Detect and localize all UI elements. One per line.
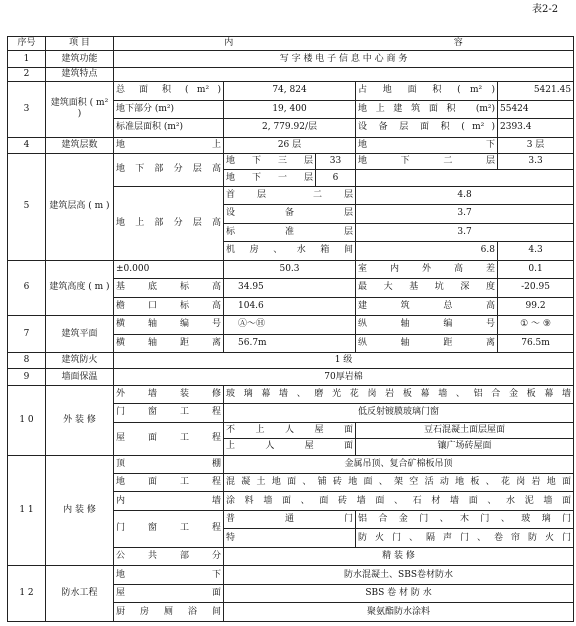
cell-label: 纵 轴 编 号 — [356, 316, 498, 334]
cell-label: 门 窗 工 程 — [114, 404, 224, 422]
row-item: 建筑功能 — [46, 51, 114, 67]
row-item: 防水工程 — [46, 566, 114, 622]
cell-value: 2, 779.92/层 — [224, 119, 356, 137]
cell-value: 2393.4 — [498, 119, 574, 137]
building-info-table — [7, 36, 574, 622]
cell-value: 0.1 — [498, 260, 574, 278]
cell-value: 3.7 — [356, 205, 574, 223]
cell-label: 内 墙 — [114, 492, 224, 510]
cell-label: ±0.000 — [114, 260, 224, 278]
header-item: 项 目 — [46, 37, 114, 51]
row-no: 5 — [8, 153, 46, 260]
cell-label: 占 地 面 积 ( m² ) — [356, 82, 498, 100]
cell-label: 上 人 屋 面 — [224, 439, 356, 455]
row-item: 内 装 修 — [46, 455, 114, 566]
cell-value: 6.8 — [356, 242, 498, 260]
cell-value: 26 层 — [224, 137, 356, 153]
cell-value: 金属吊顶、复合矿棉板吊顶 — [224, 455, 574, 473]
row-item: 建筑层高 ( m ) — [46, 153, 114, 260]
cell-value: 玻璃幕墙、磨光花岗岩板幕墙、铝合金板幕墙 — [224, 385, 574, 403]
cell-value: -20.95 — [498, 279, 574, 297]
cell-value: 76.5m — [498, 334, 574, 352]
cell-group-label: 门 窗 工 程 — [114, 510, 224, 547]
row-no: 2 — [8, 67, 46, 81]
cell-value: 4.8 — [356, 186, 574, 204]
cell-label: 地 面 工 程 — [114, 474, 224, 492]
cell-value: 33 — [316, 153, 356, 169]
cell-value: 镶广场砖屋面 — [356, 439, 574, 455]
row-no: 9 — [8, 369, 46, 385]
row-item: 建筑特点 — [46, 67, 114, 81]
cell-value: 55424 — [498, 100, 574, 118]
table-caption: 表2-2 — [532, 4, 559, 15]
cell-value: 50.3 — [224, 260, 356, 278]
row-item: 建筑平面 — [46, 316, 114, 353]
header-no: 序号 — [8, 37, 46, 51]
row-content: 70厚岩棉 — [114, 369, 574, 385]
cell-label: 地 上 — [114, 137, 224, 153]
row-item: 建筑层数 — [46, 137, 114, 153]
cell-label: 不 上 人 屋 面 — [224, 422, 356, 438]
cell-label: 总 面 积 ( m² ) — [114, 82, 224, 100]
cell-label: 特 — [224, 529, 356, 547]
cell-value: 6 — [316, 170, 356, 186]
cell-label: 纵 轴 距 离 — [356, 334, 498, 352]
row-item: 建筑防火 — [46, 352, 114, 368]
cell-label: 横 轴 编 号 — [114, 316, 224, 334]
cell-value: 铝合金门、木门、玻璃门 — [356, 510, 574, 528]
cell-value: 3 层 — [498, 137, 574, 153]
cell-value: Ⓐ～Ⓗ — [224, 316, 356, 334]
row-no: 1 — [8, 51, 46, 67]
cell-label: 设 备 层 面 积 ( m² ) — [356, 119, 498, 137]
row-item: 建筑高度 ( m ) — [46, 260, 114, 315]
cell-label: 屋 面 — [114, 584, 224, 602]
cell-label: 地 下 二 层 — [356, 153, 498, 169]
row-no: 1 2 — [8, 566, 46, 622]
cell-value: 99.2 — [498, 297, 574, 315]
row-no: 1 0 — [8, 385, 46, 455]
cell-group-label: 地下部分层高 — [114, 153, 224, 186]
cell-value: 4.3 — [498, 242, 574, 260]
cell-label: 设 备 层 — [224, 205, 356, 223]
cell-value: 56.7m — [224, 334, 356, 352]
cell-label: 地上建筑面积 (m²) — [356, 100, 498, 118]
cell-value: 19, 400 — [224, 100, 356, 118]
cell-value: 聚氨酯防水涂料 — [224, 603, 574, 622]
cell-label: 横 轴 距 离 — [114, 334, 224, 352]
cell-value: 精 装 修 — [224, 547, 574, 565]
cell-label: 外 墙 装 修 — [114, 385, 224, 403]
cell-value: 3.7 — [356, 223, 574, 241]
cell-value: 低反射镀膜玻璃门窗 — [224, 404, 574, 422]
row-content: 1 级 — [114, 352, 574, 368]
cell-label: 地下部分 (m²) — [114, 100, 224, 118]
cell-value: 104.6 — [224, 297, 356, 315]
empty-cell — [356, 170, 574, 186]
cell-label: 基 底 标 高 — [114, 279, 224, 297]
cell-label: 厨房厕浴间 — [114, 603, 224, 622]
cell-label: 最 大 基 坑 深 度 — [356, 279, 498, 297]
row-no: 1 1 — [8, 455, 46, 566]
cell-label: 地 下 — [356, 137, 498, 153]
cell-value: 5421.45 — [498, 82, 574, 100]
cell-label: 地 下 — [114, 566, 224, 584]
cell-group-label: 地上部分层高 — [114, 186, 224, 260]
cell-value: 防水混凝土、SBS卷材防水 — [224, 566, 574, 584]
cell-value: 74, 824 — [224, 82, 356, 100]
row-item: 建筑面积 ( m² ) — [46, 82, 114, 137]
cell-label: 地 下 一 层 — [224, 170, 316, 186]
row-no: 3 — [8, 82, 46, 137]
cell-value: 防火门、隔声门、卷帘防火门 — [356, 529, 574, 547]
row-item: 墙面保温 — [46, 369, 114, 385]
cell-label: 首层 二层 — [224, 186, 356, 204]
row-content — [114, 67, 574, 81]
cell-label: 室 内 外 高 差 — [356, 260, 498, 278]
row-no: 7 — [8, 316, 46, 353]
cell-value: SBS 卷 材 防 水 — [224, 584, 574, 602]
cell-label: 建 筑 总 高 — [356, 297, 498, 315]
cell-value: 3.3 — [498, 153, 574, 169]
row-no: 8 — [8, 352, 46, 368]
cell-label: 檐 口 标 高 — [114, 297, 224, 315]
cell-label: 公 共 部 分 — [114, 547, 224, 565]
cell-label: 普 通 门 — [224, 510, 356, 528]
cell-label: 顶 棚 — [114, 455, 224, 473]
cell-value: 豆石混凝土面层屋面 — [356, 422, 574, 438]
cell-value: 涂料墙面、面砖墙面、石材墙面、水泥墙面 — [224, 492, 574, 510]
cell-label: 地 下 三 层 — [224, 153, 316, 169]
cell-group-label: 屋 面 工 程 — [114, 422, 224, 455]
row-no: 6 — [8, 260, 46, 315]
row-item: 外 装 修 — [46, 385, 114, 455]
cell-label: 机房、水箱间 — [224, 242, 356, 260]
header-content: 内 容 — [114, 37, 574, 51]
row-no: 4 — [8, 137, 46, 153]
cell-value: ① ～ ⑨ — [498, 316, 574, 334]
cell-value: 34.95 — [224, 279, 356, 297]
cell-value: 混凝土地面、铺砖地面、架空活动地板、花岗岩地面 — [224, 474, 574, 492]
row-content: 写 字 楼 电 子 信 息 中 心 商 务 — [114, 51, 574, 67]
cell-label: 标 准 层 — [224, 223, 356, 241]
cell-label: 标准层面积 (m²) — [114, 119, 224, 137]
